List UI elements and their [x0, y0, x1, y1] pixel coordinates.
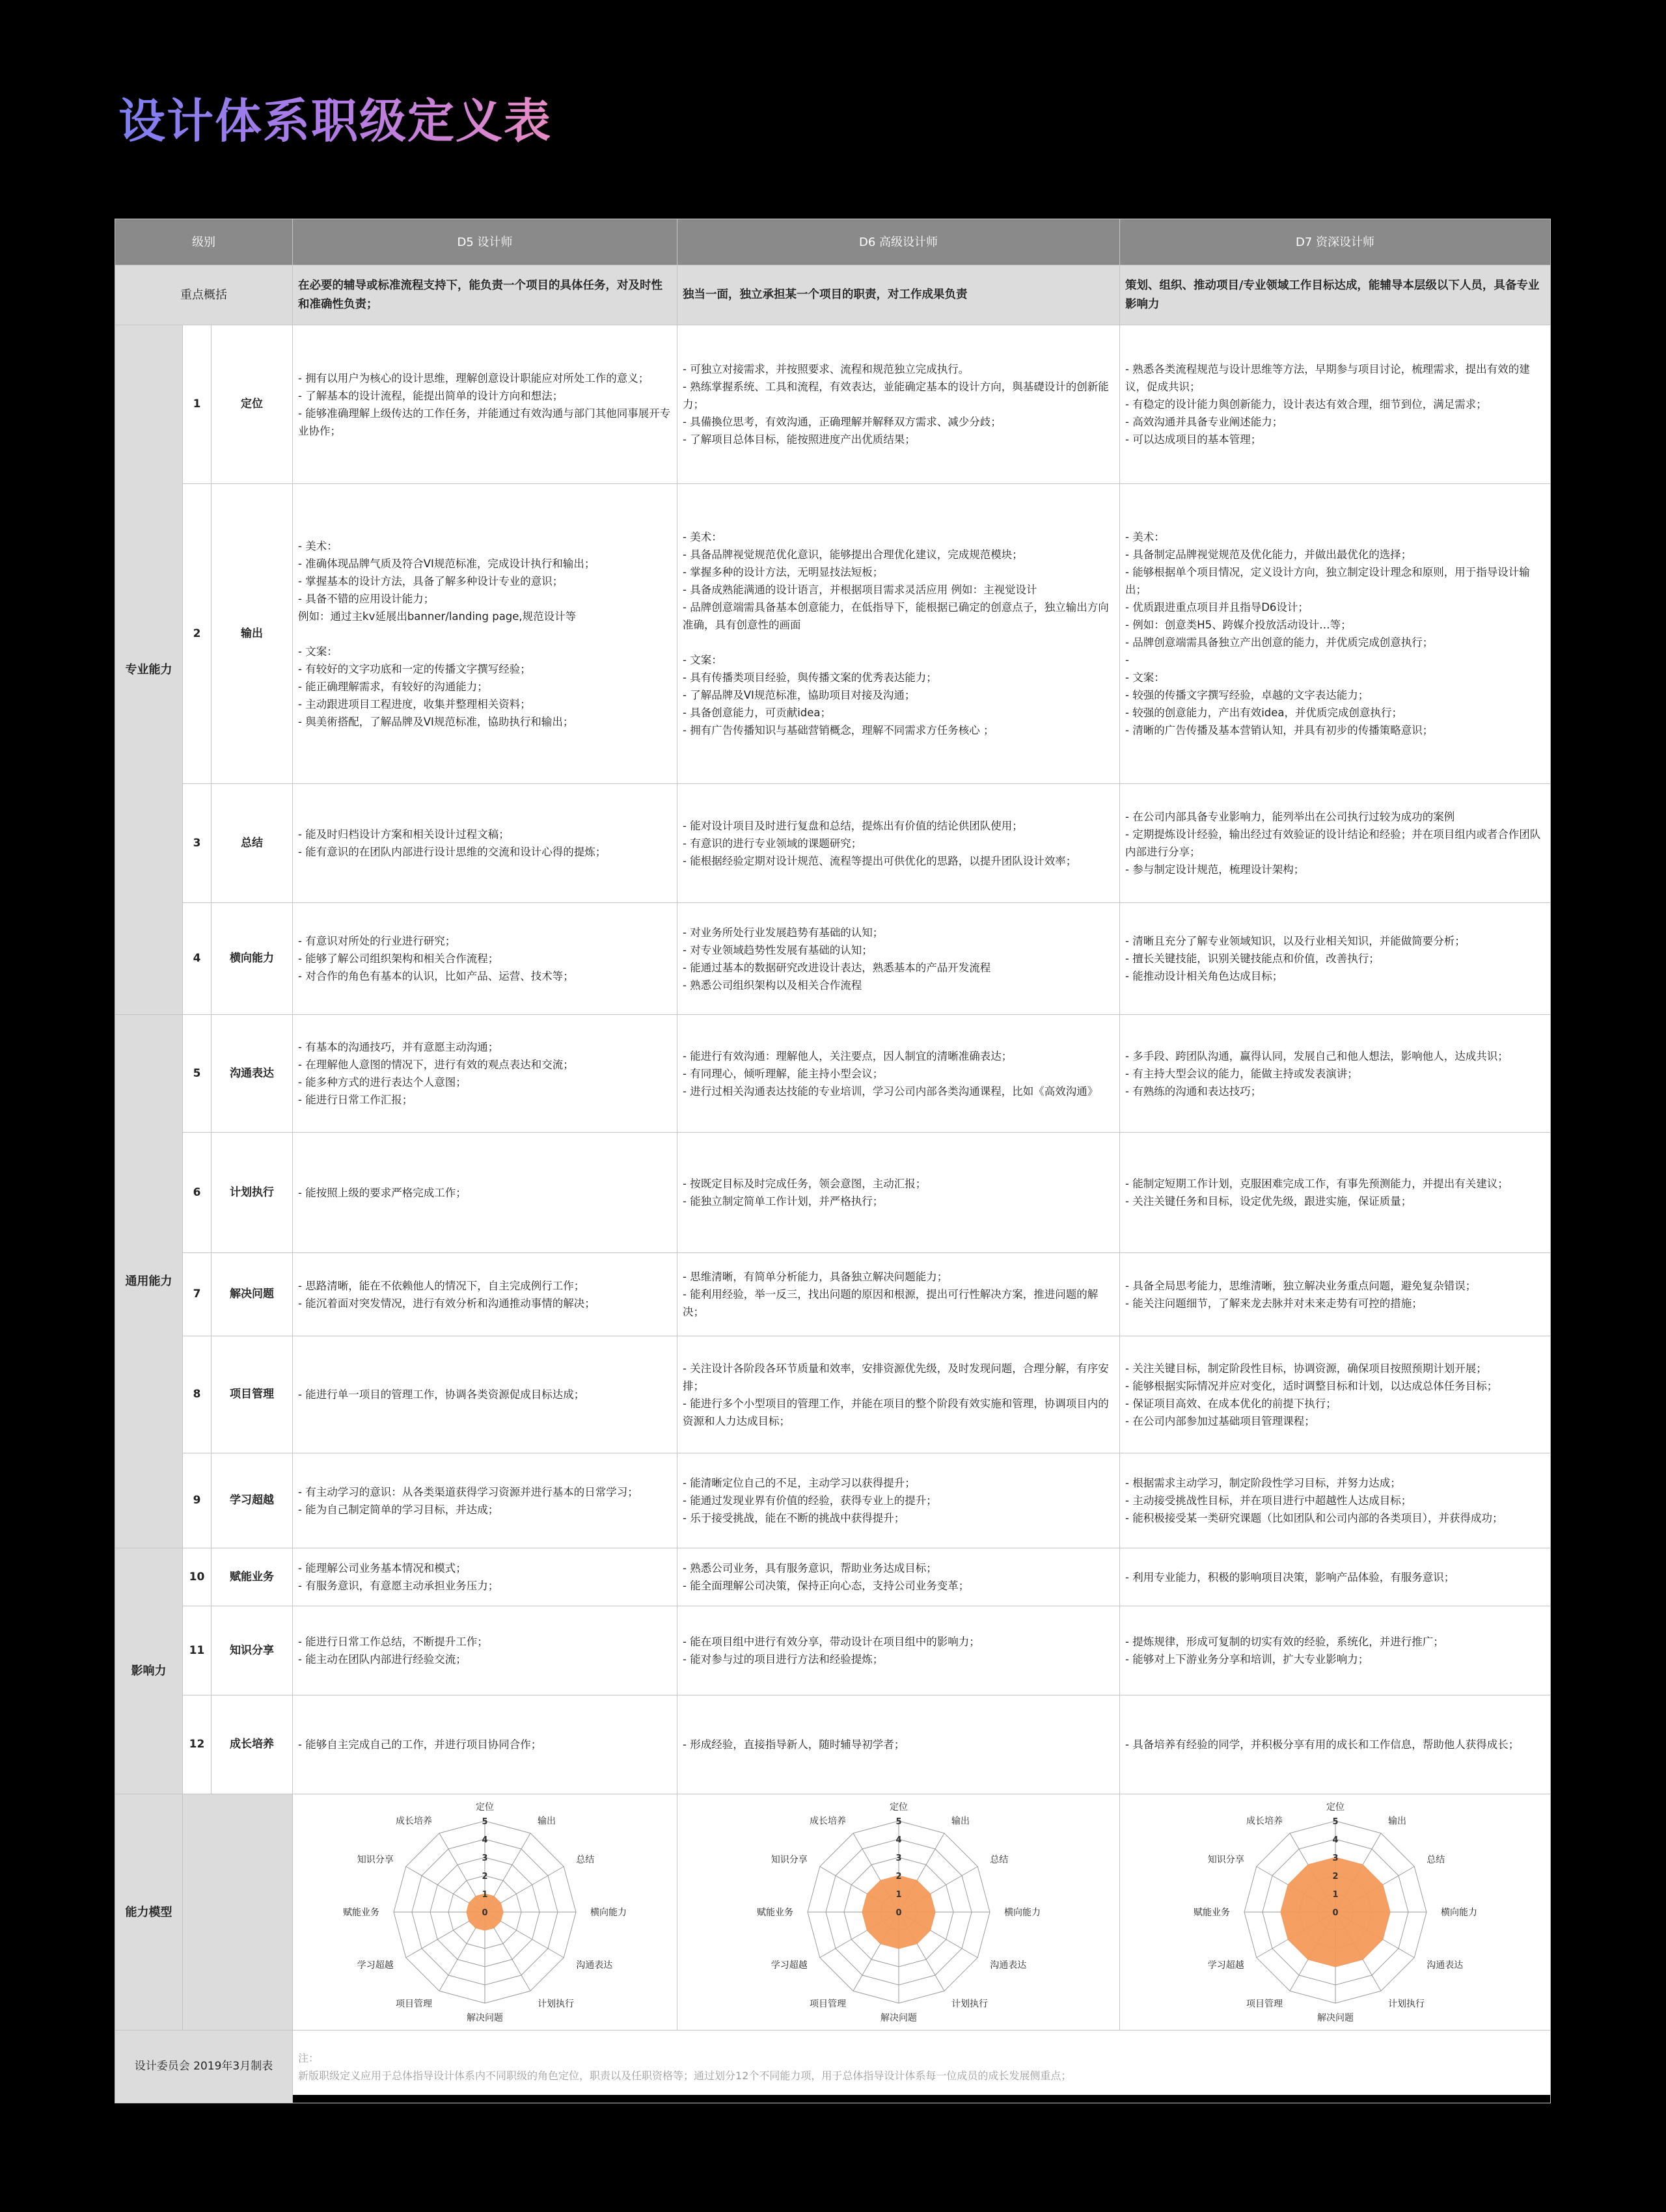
desc-line: - 熟悉公司业务，具有服务意识，帮助业务达成目标； — [683, 1562, 937, 1574]
radar-tick: 4 — [895, 1835, 902, 1845]
desc-line: - 能够根据实际情况并应对变化，适时调整目标和计划，以达成总体任务目标； — [1125, 1379, 1498, 1392]
desc-line: - 美术： — [298, 539, 338, 552]
desc-line: - 对业务所处行业发展趋势有基础的认知； — [683, 926, 884, 939]
desc-d5 — [293, 1015, 677, 1133]
desc-line: - 有意识的进行专业领域的课题研究； — [683, 837, 862, 850]
desc-line — [683, 634, 1114, 651]
radar-axis-label: 沟通表达 — [576, 1960, 613, 1971]
radar-axis-label: 定位 — [476, 1802, 495, 1813]
desc-line: - 具備換位思考，有效沟通，正确理解并解释双方需求、减少分歧； — [683, 416, 1002, 428]
desc-line: - 熟练掌握系统、工具和流程，有效表达，並能确定基本的设计方向，與基礎设计的创新能力； — [683, 381, 1109, 411]
desc-d5 — [293, 1548, 677, 1606]
desc-line: - 进行过相关沟通表达技能的专业培训，学习公司内部各类沟通课程，比如《高效沟通》 — [683, 1085, 1099, 1098]
desc-line: - 能为自己制定简单的学习目标，并达成； — [298, 1503, 499, 1516]
desc-d5 — [293, 1336, 677, 1453]
radar-axis-label: 沟通表达 — [1426, 1960, 1463, 1971]
desc-line: - 掌握多种的设计方法，无明显技法短板； — [683, 566, 884, 578]
desc-d6 — [677, 1253, 1120, 1336]
desc-line: - 能够准确理解上级传达的工作任务，并能通过有效沟通与部门其他同事展开专业协作； — [298, 407, 671, 437]
ability-row — [115, 1548, 1551, 1606]
desc-line: - 擅长关键技能，识别关键技能点和价值，改善执行； — [1125, 952, 1380, 965]
header-row — [115, 219, 1551, 265]
desc-line: - 有主动学习的意识：从各类渠道获得学习资源并进行基本的日常学习； — [298, 1485, 638, 1498]
desc-line: - 较强的创意能力，产出有效idea，并优质完成创意执行； — [1125, 707, 1403, 719]
desc-line: - 能进行单一项目的管理工作，协调各类资源促成目标达成； — [298, 1388, 585, 1401]
desc-line: - 具备创意能力，可贡献idea； — [683, 707, 832, 719]
desc-line: - 例如：创意类H5、跨媒介投放活动设计…等； — [1125, 619, 1352, 631]
desc-line: - 能主动在团队内部进行经验交流； — [298, 1653, 467, 1666]
row-number: 3 — [183, 784, 212, 903]
desc-line: - 美术： — [1125, 531, 1165, 543]
desc-line: - 思维清晰，有简单分析能力，具备独立解决问题能力； — [683, 1271, 948, 1283]
desc-d5 — [293, 1133, 677, 1253]
ability-name: 赋能业务 — [212, 1548, 293, 1606]
desc-line: - 在公司内部具备专业影响力，能列举出在公司执行过较为成功的案例 — [1125, 811, 1455, 823]
desc-d7 — [1120, 1253, 1551, 1336]
radar-tick: 2 — [1331, 1872, 1339, 1882]
desc-d6 — [677, 1015, 1120, 1133]
desc-d7 — [1120, 1336, 1551, 1453]
row-number: 1 — [183, 325, 212, 484]
radar-tick: 2 — [895, 1872, 902, 1882]
desc-line: - 與美術搭配，了解品牌及VI规范标准，協助执行和输出； — [298, 715, 574, 728]
desc-line: - 能进行有效沟通：理解他人，关注要点，因人制宜的清晰准确表达； — [683, 1049, 1013, 1062]
radar-axis-label: 定位 — [1326, 1802, 1345, 1813]
radar-tick: 0 — [482, 1908, 488, 1918]
desc-line: 例如：通过主kv延展出banner/landing page,规范设计等 — [298, 610, 577, 623]
summary-label: 重点概括 — [115, 265, 293, 325]
desc-line: - 可以达成项目的基本管理； — [1125, 433, 1262, 446]
header-d5: D5 设计师 — [293, 219, 677, 265]
desc-line: - 能清晰定位自己的不足，主动学习以获得提升； — [683, 1477, 916, 1489]
desc-line: - 能利用经验，举一反三，找出问题的原因和根源，提出可行性解决方案，推进问题的解决； — [683, 1288, 1099, 1318]
desc-d5 — [293, 1253, 677, 1336]
desc-line: - 能进行日常工作汇报； — [298, 1094, 413, 1106]
desc-line: - 清晰的广告传播及基本营销认知，并具有初步的传播策略意识； — [1125, 724, 1434, 736]
desc-d5 — [293, 484, 677, 784]
summary-d7: 策划、组织、推动项目/专业领域工作目标达成，能辅导本层级以下人员，具备专业影响力 — [1120, 265, 1551, 325]
radar-axis-label: 定位 — [889, 1802, 908, 1813]
radar-axis-label: 成长培养 — [1246, 1816, 1283, 1827]
desc-line: - 能全面理解公司决策，保持正向心态，支持公司业务变革； — [683, 1580, 970, 1592]
footer-note-text: 新版职级定义应用于总体指导设计体系内不同职级的角色定位，职责以及任职资格等；通过划分12个不同能力项，用于总体指导设计体系每一位成员的成长发展侧重点； — [298, 2069, 1072, 2082]
ability-name: 总结 — [212, 784, 293, 903]
desc-line: - 在公司内部参加过基础项目管理课程； — [1125, 1414, 1315, 1427]
desc-d6 — [677, 484, 1120, 784]
desc-line: - 能正确理解需求，有较好的沟通能力； — [298, 680, 488, 693]
desc-line: - 能对参与过的项目进行方法和经验提炼； — [683, 1653, 884, 1666]
header-d7: D7 资深设计师 — [1120, 219, 1551, 265]
desc-line: - 能进行日常工作总结，不断提升工作； — [298, 1636, 488, 1648]
radar-axis-label: 学习超越 — [1207, 1960, 1244, 1971]
row-number: 10 — [183, 1548, 212, 1606]
radar-axis-label: 总结 — [1426, 1855, 1445, 1865]
desc-line: - 能多种方式的进行表达个人意图； — [298, 1076, 467, 1088]
desc-line: - 能按照上级的要求严格完成工作； — [298, 1186, 467, 1199]
desc-d7 — [1120, 484, 1551, 784]
ability-row — [115, 1453, 1551, 1548]
desc-d5 — [293, 325, 677, 484]
desc-line: - 有意识对所处的行业进行研究； — [298, 935, 456, 947]
footer-label: 设计委员会 2019年3月制表 — [115, 2030, 293, 2103]
desc-line: - 清晰且充分了解专业领域知识，以及行业相关知识，并能做简要分析； — [1125, 935, 1466, 947]
desc-line: - 能通过基本的数据研究改进设计表达，熟悉基本的产品开发流程 — [683, 961, 991, 974]
footer-row — [115, 2030, 1551, 2103]
desc-line: - 根据需求主动学习，制定阶段性学习目标，并努力达成； — [1125, 1477, 1401, 1489]
desc-line: - — [1125, 654, 1129, 666]
desc-line: - 有熟练的沟通和表达技巧； — [1125, 1085, 1262, 1098]
radar-axis-label: 学习超越 — [357, 1960, 394, 1971]
desc-line: - 利用专业能力，积极的影响项目决策，影响产品体验，有服务意识； — [1125, 1571, 1455, 1584]
desc-d6 — [677, 1695, 1120, 1794]
ability-name: 定位 — [212, 325, 293, 484]
desc-line: - 较强的传播文字撰写经验，卓越的文字表达能力； — [1125, 689, 1369, 701]
desc-line: - 对专业领域趋势性发展有基础的认知； — [683, 943, 873, 956]
ability-row — [115, 1336, 1551, 1453]
desc-line: - 有同理心，倾听理解，能主持小型会议； — [683, 1067, 884, 1080]
radar-tick: 4 — [1331, 1835, 1339, 1845]
radar-tick: 3 — [482, 1854, 488, 1863]
radar-axis-label: 沟通表达 — [989, 1960, 1026, 1971]
desc-line: - 有稳定的设计能力與创新能力，设计表达有效合理，细节到位，满足需求； — [1125, 398, 1487, 411]
desc-line: - 能关注问题细节，了解来龙去脉并对未来走势有可控的措施； — [1125, 1297, 1423, 1310]
ability-name: 计划执行 — [212, 1133, 293, 1253]
desc-line: - 在理解他人意图的情况下，进行有效的观点表达和交流； — [298, 1059, 574, 1071]
ability-row — [115, 1133, 1551, 1253]
desc-line: - 能理解公司业务基本情况和模式； — [298, 1562, 467, 1574]
group-model: 能力模型 — [115, 1794, 183, 2030]
row-number: 6 — [183, 1133, 212, 1253]
desc-d7 — [1120, 1453, 1551, 1548]
radar-axis-label: 计划执行 — [1387, 1999, 1425, 2010]
radar-chart-d5 — [335, 1795, 635, 2029]
summary-row — [115, 265, 1551, 325]
desc-line: - 能独立制定简单工作计划，并严格执行； — [683, 1195, 884, 1207]
radar-axis-label: 计划执行 — [951, 1999, 988, 2010]
radar-axis-label: 总结 — [576, 1855, 595, 1865]
desc-line: - 能根据经验定期对设计规范、流程等提出可供优化的思路，以提升团队设计效率； — [683, 854, 1077, 867]
desc-line: - 能够了解公司组织架构和相关合作流程； — [298, 952, 499, 965]
row-number: 9 — [183, 1453, 212, 1548]
desc-line: - 形成经验，直接指导新人，随时辅导初学者； — [683, 1738, 905, 1751]
ability-name: 项目管理 — [212, 1336, 293, 1453]
header-level: 级别 — [115, 219, 293, 265]
radar-tick: 0 — [895, 1908, 902, 1918]
desc-line: - 美术： — [683, 531, 722, 543]
radar-axis-label: 赋能业务 — [756, 1908, 793, 1918]
ability-name: 学习超越 — [212, 1453, 293, 1548]
radar-chart-d7 — [1186, 1795, 1485, 2029]
footer-note-title: 注： — [298, 2051, 320, 2064]
desc-line: - 品牌创意端需具备基本创意能力，在低指导下，能根据已确定的创意点子，独立输出方向准确，具有创意性的画面 — [683, 601, 1109, 631]
ability-name: 横向能力 — [212, 903, 293, 1015]
desc-line: - 能有意识的在团队内部进行设计思维的交流和设计心得的提炼； — [298, 846, 607, 858]
radar-axis-label: 解决问题 — [1317, 2013, 1354, 2023]
radar-axis-label: 项目管理 — [396, 1999, 433, 2010]
ability-name: 输出 — [212, 484, 293, 784]
desc-line: - 主动跟进项目工程进度，收集并整理相关资料； — [298, 697, 531, 710]
radar-axis-label: 知识分享 — [357, 1855, 394, 1865]
desc-line: - 具备成熟能满通的设计语言，并根据项目需求灵活应用 例如：主视觉设计 — [683, 584, 1037, 596]
desc-d7 — [1120, 903, 1551, 1015]
desc-d6 — [677, 1336, 1120, 1453]
desc-d6 — [677, 1606, 1120, 1695]
desc-d6 — [677, 784, 1120, 903]
radar-tick: 1 — [895, 1890, 902, 1900]
row-number: 11 — [183, 1606, 212, 1695]
radar-axis-label: 学习超越 — [771, 1960, 808, 1971]
radar-tick: 5 — [482, 1817, 488, 1827]
radar-tick: 1 — [482, 1890, 488, 1900]
ability-row — [115, 1253, 1551, 1336]
summary-d5: 在必要的辅导或标准流程支持下，能负责一个项目的具体任务，对及时性和准确性负责； — [293, 265, 677, 325]
desc-line: - 了解基本的设计流程，能提出简单的设计方向和想法； — [298, 389, 564, 402]
desc-d7 — [1120, 1606, 1551, 1695]
radar-axis-label: 输出 — [951, 1816, 970, 1827]
desc-line: - 乐于接受挑战，能在不断的挑战中获得提升； — [683, 1512, 905, 1524]
level-table — [115, 219, 1551, 2103]
radar-axis-label: 解决问题 — [467, 2013, 504, 2023]
desc-line: - 文案： — [298, 645, 338, 658]
summary-d6: 独当一面，独立承担某一个项目的职责，对工作成果负责 — [677, 265, 1120, 325]
radar-axis-label: 项目管理 — [809, 1999, 846, 2010]
desc-line: - 按既定目标及时完成任务，领会意图，主动汇报； — [683, 1178, 927, 1190]
ability-row — [115, 1015, 1551, 1133]
desc-line: - 有基本的沟通技巧，并有意愿主动沟通； — [298, 1041, 499, 1053]
desc-d6 — [677, 325, 1120, 484]
desc-line: - 具备品牌视觉规范优化意识，能够提出合理优化建议，完成规范模块； — [683, 548, 1023, 561]
desc-d6 — [677, 1453, 1120, 1548]
ability-row — [115, 325, 1551, 484]
radar-cell-d5 — [293, 1794, 677, 2030]
desc-d6 — [677, 1548, 1120, 1606]
desc-line: - 了解品牌及VI规范标准，協助项目对接及沟通； — [683, 689, 916, 701]
radar-axis-label: 知识分享 — [771, 1855, 808, 1865]
ability-name: 解决问题 — [212, 1253, 293, 1336]
desc-line: - 能够自主完成自己的工作，并进行项目协同合作； — [298, 1738, 542, 1751]
radar-tick: 4 — [482, 1835, 488, 1845]
model-row — [115, 1794, 1551, 2030]
ability-name: 成长培养 — [212, 1695, 293, 1794]
ability-row — [115, 903, 1551, 1015]
radar-chart-d6 — [749, 1795, 1048, 2029]
desc-line: - 文案： — [1125, 671, 1165, 684]
desc-line: - 掌握基本的设计方法，具备了解多种设计专业的意识； — [298, 574, 564, 587]
radar-tick: 5 — [895, 1817, 902, 1827]
desc-line: - 高效沟通并具备专业阐述能力； — [1125, 416, 1283, 428]
desc-line — [298, 625, 672, 643]
radar-axis-label: 成长培养 — [809, 1816, 846, 1827]
desc-line: - 具有传播类项目经验，與传播文案的优秀表达能力； — [683, 671, 937, 684]
desc-d5 — [293, 784, 677, 903]
level-definition-sheet — [115, 219, 1550, 2095]
row-number: 5 — [183, 1015, 212, 1133]
desc-line: - 能推动设计相关角色达成目标； — [1125, 970, 1283, 982]
radar-tick: 2 — [482, 1872, 488, 1882]
desc-line: - 多手段、跨团队沟通，赢得认同，发展自己和他人想法，影响他人，达成共识； — [1125, 1049, 1509, 1062]
ability-row — [115, 1695, 1551, 1794]
row-number: 4 — [183, 903, 212, 1015]
desc-line: - 了解项目总体目标，能按照进度产出优质结果； — [683, 433, 916, 446]
radar-axis-label: 解决问题 — [880, 2013, 917, 2023]
desc-d7 — [1120, 784, 1551, 903]
row-number: 2 — [183, 484, 212, 784]
radar-axis-label: 赋能业务 — [1193, 1908, 1230, 1918]
radar-axis-label: 输出 — [538, 1816, 556, 1827]
header-d6: D6 高级设计师 — [677, 219, 1120, 265]
desc-line: - 主动接受挑战性目标，并在项目进行中超越性人达成目标； — [1125, 1494, 1412, 1507]
radar-tick: 0 — [1331, 1908, 1339, 1918]
desc-d6 — [677, 1133, 1120, 1253]
radar-tick: 1 — [1331, 1890, 1339, 1900]
row-number: 7 — [183, 1253, 212, 1336]
radar-tick: 3 — [1331, 1854, 1339, 1863]
desc-d6 — [677, 903, 1120, 1015]
radar-axis-label: 赋能业务 — [343, 1908, 380, 1918]
desc-line: - 能对设计项目及时进行复盘和总结，提炼出有价值的结论供团队使用； — [683, 819, 1023, 832]
desc-line: - 熟悉各类流程规范与设计思维等方法，早期参与项目讨论，梳理需求，提出有效的建议，促成共识； — [1125, 363, 1530, 393]
desc-line: - 有较好的文字功底和一定的传播文字撰写经验； — [298, 662, 531, 675]
radar-axis-label: 成长培养 — [396, 1816, 433, 1827]
desc-line: - 准确体现品牌气质及符合VI规范标准，完成设计执行和输出； — [298, 557, 595, 570]
desc-line: - 关注关键目标，制定阶段性目标，协调资源，确保项目按照预期计划开展； — [1125, 1362, 1487, 1375]
desc-line: - 有主持大型会议的能力，能做主持或发表演讲； — [1125, 1067, 1358, 1080]
ability-row — [115, 1606, 1551, 1695]
desc-d7 — [1120, 1015, 1551, 1133]
desc-line: - 能进行多个小型项目的管理工作，并能在项目的整个阶段有效实施和管理，协调项目内的资源和人力达成目标； — [683, 1397, 1109, 1427]
desc-line: - 文案： — [683, 654, 722, 666]
desc-line: - 熟悉公司组织架构以及相关合作流程 — [683, 978, 862, 991]
desc-d5 — [293, 1606, 677, 1695]
desc-d7 — [1120, 325, 1551, 484]
radar-axis-label: 横向能力 — [590, 1908, 627, 1918]
desc-d7 — [1120, 1548, 1551, 1606]
desc-line: - 能积极接受某一类研究课题（比如团队和公司内部的各类项目），并获得成功； — [1125, 1512, 1503, 1524]
desc-line: - 拥有广告传播知识与基础营销概念，理解不同需求方任务核心 ； — [683, 724, 994, 736]
desc-d5 — [293, 903, 677, 1015]
radar-axis-label: 输出 — [1387, 1816, 1406, 1827]
page-title: 设计体系职级定义表 — [118, 83, 552, 151]
desc-line: - 具备全局思考能力，思维清晰，独立解决业务重点问题，避免复杂错误； — [1125, 1279, 1477, 1292]
radar-axis-label: 横向能力 — [1004, 1908, 1041, 1918]
desc-line: - 关注设计各阶段各环节质量和效率，安排资源优先级，及时发现问题，合理分解，有序安排； — [683, 1362, 1109, 1392]
desc-line: - 具备培养有经验的同学，并积极分享有用的成长和工作信息，帮助他人获得成长； — [1125, 1738, 1520, 1751]
row-number: 8 — [183, 1336, 212, 1453]
footer-note — [293, 2030, 1551, 2103]
desc-line: - 可独立对接需求，并按照要求、流程和规范独立完成执行。 — [683, 363, 970, 375]
ability-name: 沟通表达 — [212, 1015, 293, 1133]
ability-name: 知识分享 — [212, 1606, 293, 1695]
group-gen: 通用能力 — [115, 1015, 183, 1548]
desc-line: - 关注关键任务和目标，设定优先级，跟进实施，保证质量； — [1125, 1195, 1412, 1207]
radar-tick: 5 — [1331, 1817, 1339, 1827]
ability-row — [115, 484, 1551, 784]
desc-line: - 能及时归档设计方案和相关设计过程文稿； — [298, 828, 510, 841]
desc-line: - 提炼规律，形成可复制的切实有效的经验，系统化，并进行推广； — [1125, 1636, 1444, 1648]
desc-line: - 具备不错的应用设计能力； — [298, 592, 435, 605]
desc-line: - 能制定短期工作计划，克服困难完成工作，有事先预测能力，并提出有关建议； — [1125, 1178, 1509, 1190]
desc-d7 — [1120, 1695, 1551, 1794]
radar-axis-label: 总结 — [989, 1855, 1008, 1865]
desc-line: - 参与制定设计规范，梳理设计架构； — [1125, 863, 1305, 876]
desc-line: - 拥有以用户为核心的设计思维，理解创意设计职能应对所处工作的意义； — [298, 371, 649, 384]
row-number: 12 — [183, 1695, 212, 1794]
desc-d5 — [293, 1453, 677, 1548]
desc-line: - 能沉着面对突发情况，进行有效分析和沟通推动事情的解决； — [298, 1297, 595, 1310]
desc-line: - 有服务意识，有意愿主动承担业务压力； — [298, 1580, 499, 1592]
radar-cell-d7 — [1120, 1794, 1551, 2030]
model-blank — [183, 1794, 293, 2030]
desc-line: - 保证项目高效、在成本优化的前提下执行； — [1125, 1397, 1337, 1410]
desc-line: - 能通过发现业界有价值的经验，获得专业上的提升； — [683, 1494, 937, 1507]
desc-d7 — [1120, 1133, 1551, 1253]
desc-line: - 对合作的角色有基本的认识，比如产品、运营、技术等； — [298, 970, 574, 982]
desc-line: - 具备制定品牌视觉规范及优化能力，并做出最优化的选择； — [1125, 548, 1412, 561]
desc-line: - 能在项目组中进行有效分享，带动设计在项目组中的影响力； — [683, 1636, 980, 1648]
desc-d5 — [293, 1695, 677, 1794]
radar-axis-label: 知识分享 — [1207, 1855, 1244, 1865]
ability-row — [115, 784, 1551, 903]
group-inf: 影响力 — [115, 1548, 183, 1794]
group-pro: 专业能力 — [115, 325, 183, 1015]
radar-axis-label: 项目管理 — [1246, 1999, 1283, 2010]
desc-line: - 优质跟进重点项目并且指导D6设计； — [1125, 601, 1309, 614]
desc-line: - 思路清晰，能在不依赖他人的情况下，自主完成例行工作； — [298, 1279, 585, 1292]
desc-line: - 品牌创意端需具备独立产出创意的能力，并优质完成创意执行； — [1125, 636, 1434, 649]
desc-line: - 能够对上下游业务分享和培训，扩大专业影响力； — [1125, 1653, 1369, 1666]
desc-line: - 定期提炼设计经验，输出经过有效验证的设计结论和经验；并在项目组内或者合作团队内部进行分享； — [1125, 828, 1541, 858]
radar-tick: 3 — [895, 1854, 902, 1863]
radar-cell-d6 — [677, 1794, 1120, 2030]
radar-axis-label: 计划执行 — [538, 1999, 575, 2010]
radar-axis-label: 横向能力 — [1440, 1908, 1477, 1918]
desc-line: - 能够根据单个项目情况，定义设计方向，独立制定设计理念和原则，用于指导设计输出； — [1125, 566, 1530, 596]
